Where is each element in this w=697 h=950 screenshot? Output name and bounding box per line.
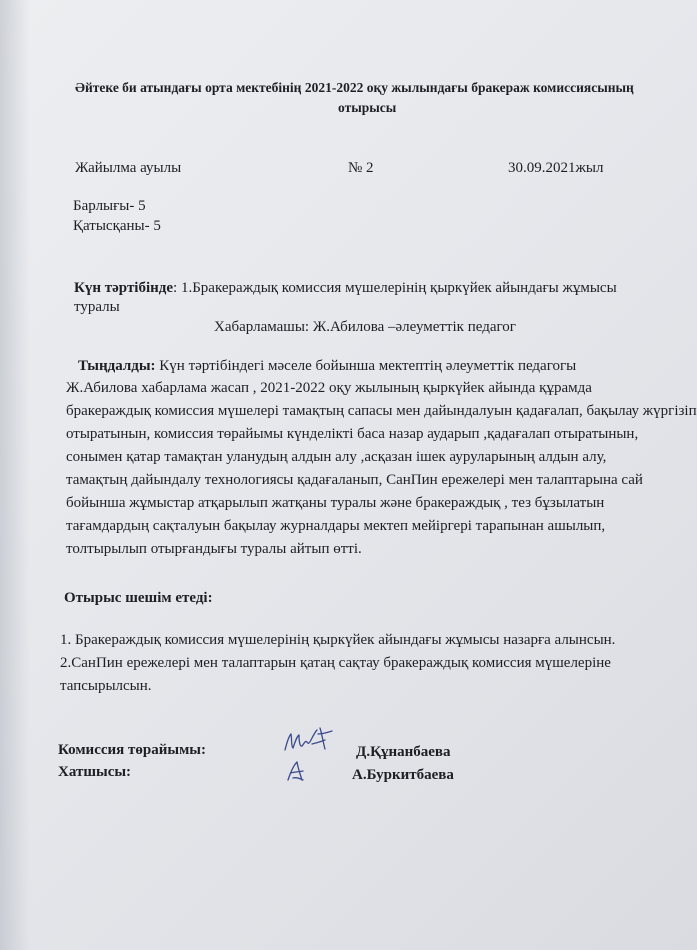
agenda-line2: туралы [74,299,120,315]
doc-title-line1: Әйтеке би атындағы орта мектебінің 2021-2022 оқу жылындағы бракераж комиссиясының [75,80,634,95]
secretary-label: Хатшысы: [58,764,132,780]
agenda-label: Күн тәртібінде [74,280,174,296]
agenda-line1 [74,280,617,297]
place: Жайылма ауылы [75,160,182,176]
chair-label: Комиссия төрайымы: [58,742,207,758]
heard-line-1: Ж.Абилова хабарлама жасап , 2021-2022 оқу жылының қыркүйек айында құрамда [66,380,592,396]
decision-heading: Отырыс шешім етеді: [64,590,213,606]
date: 30.09.2021жыл [508,160,604,176]
secretary-name: А.Буркитбаева [352,767,454,783]
heard-line-0: Тыңдалды: Күн тәртібіндегі мәселе бойынша мектептің әлеуметтік педагогы [78,358,577,374]
chair-signature-icon [282,722,346,756]
attendance-total: Барлығы- 5 [73,198,146,214]
heard-line-8: толтырылып отырғандығы туралы айтып өтті. [66,541,362,557]
secretary-signature-icon [284,758,314,784]
heard-line-7: тағамдардың сақталуын бақылау журналдары мектеп мейіргері тарапынан ашылып, [66,518,606,534]
heard-label: Тыңдалды: [78,358,156,374]
decision-item-3: тапсырылсын. [60,678,152,694]
decision-item-1: 1. Бракераждық комиссия мүшелерінің қыркүйек айындағы жұмысы назарға алынсын. [60,632,616,648]
heard-line-4: сонымен қатар тамақтан уланудың алдын алу ,асқазан ішек ауруларының алдын алу, [66,449,607,465]
heard-line-5: тамақтың дайындалу технологиясы қадағаланып, СанПин ережелері мен талаптарына сай [66,472,643,488]
heard-line-2: бракераждық комиссия мүшелері тамақтың сапасы мен дайындалуын қадағалап, бақылау жүргізіп [66,403,697,419]
protocol-number: № 2 [348,160,374,176]
decision-item-2: 2.СанПин ережелері мен талаптарын қатаң сақтау бракераждық комиссия мүшелеріне [60,655,611,671]
heard-line-6: бойынша жұмыстар атқарылып жатқаны туралы және бракераждық , тез бұзылатын [66,495,605,511]
agenda-speaker: Хабарламашы: Ж.Абилова –әлеуметтік педагог [214,319,516,335]
page-shadow-edge [0,0,30,950]
agenda-text: : 1.Бракераждық комиссия мүшелерінің қыркүйек айындағы жұмысы [173,280,617,296]
chair-name: Д.Құнанбаева [356,744,451,760]
attendance-present: Қатысқаны- 5 [73,218,161,234]
doc-title-line2: отырысы [338,100,397,115]
heard-line-3: отыратынын, комиссия төрайымы күнделікті баса назар аударып ,қадағалап отыратынын, [66,426,639,442]
